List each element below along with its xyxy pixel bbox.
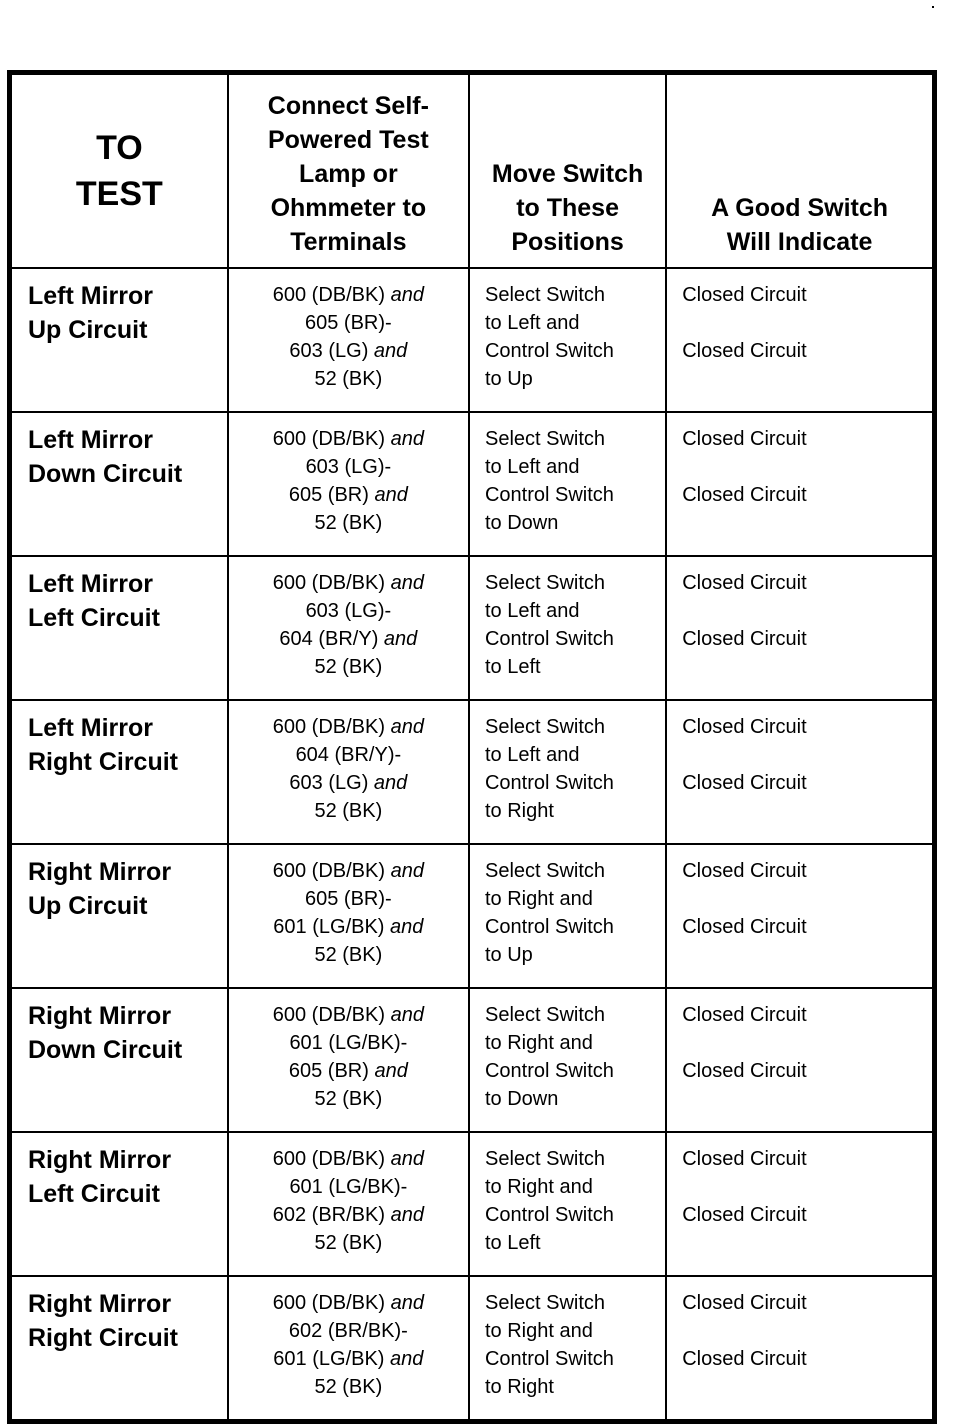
test-name-line: Right Circuit: [28, 748, 178, 776]
switch-positions-cell: [469, 1276, 666, 1422]
table-row: [10, 412, 935, 556]
and-word: and: [374, 1060, 408, 1082]
position-line: to Right and: [484, 1176, 593, 1198]
test-name-line: Left Mirror: [28, 426, 153, 454]
terminals-cell: [228, 1276, 469, 1422]
position-line: Control Switch: [484, 484, 614, 506]
terminal-line: [229, 797, 468, 825]
terminal-line: [229, 309, 468, 337]
position-line: to Down: [484, 1088, 559, 1110]
terminal-value: 602 (BR/BK): [272, 1204, 386, 1226]
test-name-cell: [10, 988, 228, 1132]
test-name-line: Down Circuit: [28, 1036, 183, 1064]
and-word: and: [390, 1292, 424, 1314]
indication-line: Closed Circuit: [682, 716, 807, 738]
indication-line: Closed Circuit: [682, 916, 807, 938]
terminal-value: 602 (BR/BK)-: [288, 1320, 408, 1342]
test-name-cell: [10, 1276, 228, 1422]
test-name-cell: [10, 556, 228, 700]
test-name-line: Right Mirror: [28, 1290, 172, 1318]
and-word: and: [390, 1148, 424, 1170]
position-line: to Right and: [484, 888, 593, 910]
terminal-line: [229, 653, 468, 681]
position-line: Select Switch: [484, 716, 606, 738]
table-row: [10, 556, 935, 700]
terminal-line: [229, 741, 468, 769]
position-line: Control Switch: [484, 1348, 614, 1370]
and-word: and: [390, 1004, 424, 1026]
terminal-line: [229, 1373, 468, 1401]
terminal-line: [229, 1201, 468, 1229]
test-name-line: Down Circuit: [28, 460, 183, 488]
test-name-line: Right Mirror: [28, 858, 172, 886]
position-line: to Left: [484, 656, 541, 678]
position-line: to Down: [484, 512, 559, 534]
terminal-value: 603 (LG)-: [305, 456, 392, 478]
indication-line: Closed Circuit: [682, 340, 807, 362]
terminal-line: [229, 337, 468, 365]
and-word: and: [390, 428, 424, 450]
test-name-cell: [10, 268, 228, 412]
position-line: to Right: [484, 1376, 554, 1398]
indication-line: Closed Circuit: [682, 860, 807, 882]
terminals-cell: [228, 268, 469, 412]
indication-cell: [666, 268, 934, 412]
header-line: Powered Test: [268, 126, 429, 154]
terminal-line: [229, 625, 468, 653]
position-line: to Left and: [484, 456, 580, 478]
indication-cell: [666, 988, 934, 1132]
indication-line: Closed Circuit: [682, 1204, 807, 1226]
terminal-line: [229, 713, 468, 741]
table-body: [10, 268, 935, 1422]
and-word: and: [390, 716, 424, 738]
position-line: Select Switch: [484, 1004, 606, 1026]
position-line: Select Switch: [484, 284, 606, 306]
header-line: Ohmmeter to: [270, 194, 427, 222]
position-line: Control Switch: [484, 628, 614, 650]
terminal-value: 52 (BK): [314, 944, 383, 966]
test-name-line: Right Mirror: [28, 1146, 172, 1174]
terminal-line: [229, 569, 468, 597]
and-word: and: [390, 860, 424, 882]
indication-line: Closed Circuit: [682, 772, 807, 794]
terminal-value: 52 (BK): [314, 656, 383, 678]
terminals-cell: [228, 988, 469, 1132]
header-connect-terminals: [228, 73, 469, 269]
terminal-line: [229, 1085, 468, 1113]
indication-cell: [666, 700, 934, 844]
terminal-line: [229, 941, 468, 969]
test-name-line: Right Mirror: [28, 1002, 172, 1030]
position-line: Select Switch: [484, 572, 606, 594]
terminal-line: [229, 1317, 468, 1345]
indication-line: Closed Circuit: [682, 1292, 807, 1314]
terminal-value: 603 (LG): [289, 340, 369, 362]
terminal-value: 52 (BK): [314, 512, 383, 534]
indication-line: Closed Circuit: [682, 1060, 807, 1082]
terminal-line: [229, 281, 468, 309]
terminal-value: 600 (DB/BK): [272, 428, 386, 450]
table-header: [10, 73, 935, 269]
terminal-value: 600 (DB/BK): [272, 1148, 386, 1170]
header-to-test: [10, 73, 228, 269]
switch-positions-cell: [469, 1132, 666, 1276]
indication-line: Closed Circuit: [682, 284, 807, 306]
and-word: and: [390, 1348, 424, 1370]
terminal-value: 604 (BR/Y)-: [295, 744, 402, 766]
terminal-line: [229, 1057, 468, 1085]
terminals-cell: [228, 844, 469, 988]
terminal-value: 601 (LG/BK)-: [289, 1176, 408, 1198]
and-word: and: [390, 284, 424, 306]
terminal-line: [229, 425, 468, 453]
terminals-cell: [228, 1132, 469, 1276]
terminal-value: 605 (BR): [288, 484, 369, 506]
scan-speck: [932, 6, 934, 8]
test-name-cell: [10, 844, 228, 988]
and-word: and: [383, 628, 418, 650]
position-line: to Right and: [484, 1320, 593, 1342]
test-name-line: Left Mirror: [28, 714, 153, 742]
switch-positions-cell: [469, 700, 666, 844]
test-name-line: Right Circuit: [28, 1324, 178, 1352]
terminal-value: 605 (BR): [288, 1060, 369, 1082]
test-name-line: Left Circuit: [28, 1180, 160, 1208]
indication-line: Closed Circuit: [682, 1148, 807, 1170]
position-line: Control Switch: [484, 1204, 614, 1226]
position-line: to Left: [484, 1232, 541, 1254]
terminal-value: 605 (BR)-: [305, 312, 392, 334]
terminal-line: [229, 1001, 468, 1029]
terminal-value: 52 (BK): [314, 368, 383, 390]
header-line: Lamp or: [299, 160, 398, 188]
indication-cell: [666, 1132, 934, 1276]
position-line: to Right: [484, 800, 554, 822]
table-row: [10, 1276, 935, 1422]
terminal-line: [229, 509, 468, 537]
terminals-cell: [228, 700, 469, 844]
test-name-line: Up Circuit: [28, 892, 148, 920]
terminal-value: 603 (LG)-: [305, 600, 392, 622]
position-line: Control Switch: [484, 772, 614, 794]
terminal-line: [229, 453, 468, 481]
header-good-switch: [666, 73, 934, 269]
indication-line: Closed Circuit: [682, 484, 807, 506]
and-word: and: [373, 340, 408, 362]
position-line: to Left and: [484, 312, 580, 334]
and-word: and: [373, 772, 408, 794]
table-row: [10, 844, 935, 988]
header-line: to These: [516, 194, 619, 222]
terminals-cell: [228, 412, 469, 556]
terminal-value: 600 (DB/BK): [272, 284, 386, 306]
test-name-cell: [10, 1132, 228, 1276]
position-line: to Left and: [484, 600, 580, 622]
terminal-line: [229, 365, 468, 393]
switch-positions-cell: [469, 412, 666, 556]
terminal-value: 600 (DB/BK): [272, 572, 386, 594]
switch-test-table: [7, 70, 937, 1424]
header-line: TO: [96, 129, 143, 167]
test-name-line: Left Circuit: [28, 604, 160, 632]
terminal-line: [229, 913, 468, 941]
indication-cell: [666, 1276, 934, 1422]
position-line: Select Switch: [484, 428, 606, 450]
switch-positions-cell: [469, 988, 666, 1132]
terminal-line: [229, 769, 468, 797]
terminal-value: 52 (BK): [314, 1376, 383, 1398]
table-row: [10, 988, 935, 1132]
position-line: Select Switch: [484, 860, 606, 882]
terminal-value: 600 (DB/BK): [272, 1292, 386, 1314]
indication-cell: [666, 412, 934, 556]
switch-positions-cell: [469, 844, 666, 988]
header-line: Terminals: [290, 228, 407, 256]
terminal-value: 52 (BK): [314, 1088, 383, 1110]
header-line: Move Switch: [491, 160, 644, 188]
position-line: Control Switch: [484, 1060, 614, 1082]
position-line: Select Switch: [484, 1148, 606, 1170]
terminal-value: 600 (DB/BK): [272, 716, 386, 738]
switch-positions-cell: [469, 556, 666, 700]
test-name-cell: [10, 412, 228, 556]
indication-line: Closed Circuit: [682, 628, 807, 650]
and-word: and: [390, 572, 424, 594]
terminal-line: [229, 1145, 468, 1173]
terminal-line: [229, 857, 468, 885]
table-row: [10, 1132, 935, 1276]
terminals-cell: [228, 556, 469, 700]
terminal-value: 601 (LG/BK): [273, 1348, 385, 1370]
indication-line: Closed Circuit: [682, 1348, 807, 1370]
test-name-cell: [10, 700, 228, 844]
switch-positions-cell: [469, 268, 666, 412]
terminal-line: [229, 885, 468, 913]
and-word: and: [390, 1204, 424, 1226]
position-line: to Up: [484, 368, 533, 390]
header-line: TEST: [75, 175, 163, 213]
terminal-line: [229, 1289, 468, 1317]
terminal-line: [229, 1229, 468, 1257]
header-line: Connect Self-: [267, 92, 429, 120]
header-row: [10, 73, 935, 269]
position-line: to Left and: [484, 744, 580, 766]
indication-line: Closed Circuit: [682, 572, 807, 594]
terminal-line: [229, 481, 468, 509]
table-row: [10, 700, 935, 844]
terminal-value: 52 (BK): [314, 1232, 383, 1254]
position-line: Control Switch: [484, 340, 614, 362]
position-line: Control Switch: [484, 916, 614, 938]
terminal-value: 52 (BK): [314, 800, 383, 822]
terminal-value: 601 (LG/BK): [273, 916, 385, 938]
indication-line: Closed Circuit: [682, 428, 807, 450]
header-line: Will Indicate: [726, 228, 873, 256]
and-word: and: [390, 916, 424, 938]
indication-cell: [666, 556, 934, 700]
terminal-value: 603 (LG): [289, 772, 369, 794]
test-name-line: Left Mirror: [28, 570, 153, 598]
terminal-line: [229, 1029, 468, 1057]
test-name-line: Left Mirror: [28, 282, 153, 310]
terminal-value: 600 (DB/BK): [272, 1004, 386, 1026]
terminal-value: 604 (BR/Y): [279, 628, 379, 650]
header-line: A Good Switch: [711, 194, 889, 222]
header-line: Positions: [511, 228, 624, 256]
terminal-line: [229, 1345, 468, 1373]
position-line: to Up: [484, 944, 533, 966]
header-move-switch: [469, 73, 666, 269]
and-word: and: [374, 484, 408, 506]
test-name-line: Up Circuit: [28, 316, 148, 344]
terminal-value: 600 (DB/BK): [272, 860, 386, 882]
indication-line: Closed Circuit: [682, 1004, 807, 1026]
terminal-line: [229, 597, 468, 625]
position-line: Select Switch: [484, 1292, 606, 1314]
terminal-value: 605 (BR)-: [305, 888, 392, 910]
terminal-line: [229, 1173, 468, 1201]
indication-cell: [666, 844, 934, 988]
table-row: [10, 268, 935, 412]
position-line: to Right and: [484, 1032, 593, 1054]
terminal-value: 601 (LG/BK)-: [289, 1032, 408, 1054]
